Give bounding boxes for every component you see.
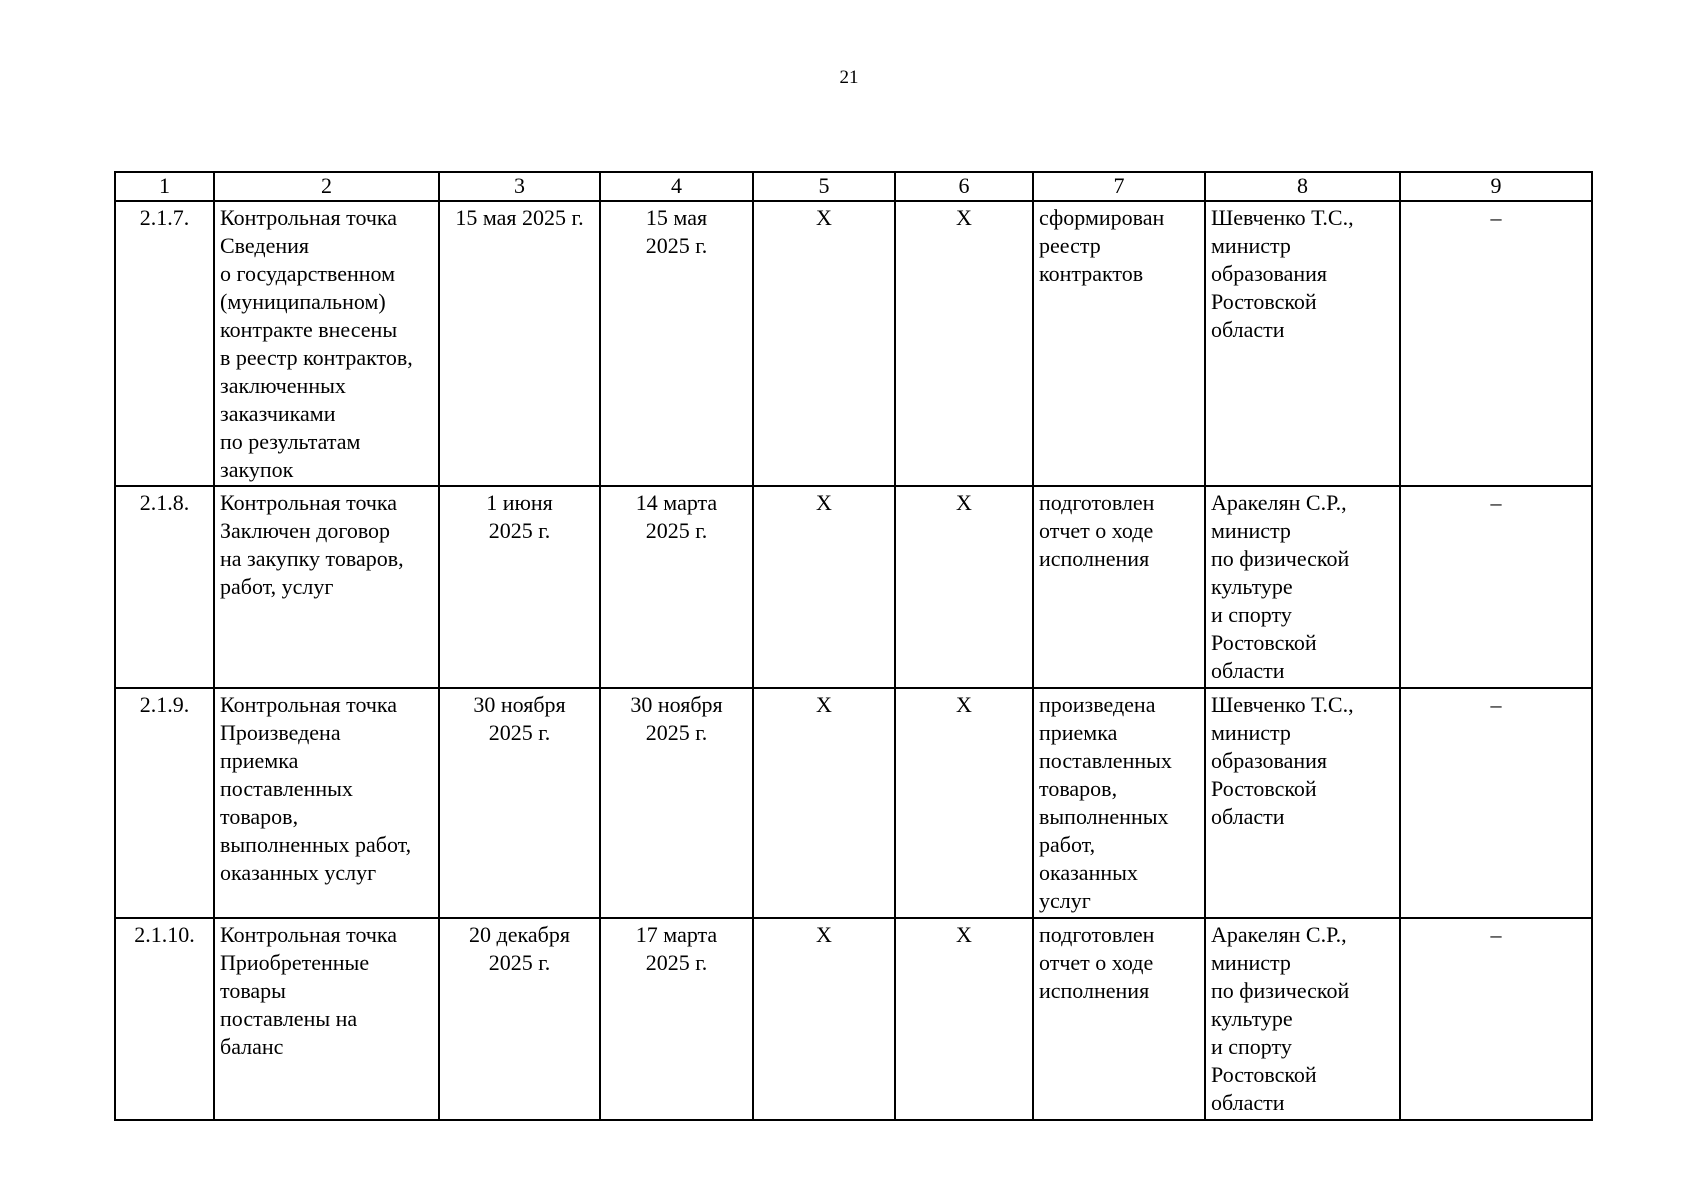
col5-mark: X (753, 688, 895, 918)
table-row (115, 918, 1592, 1120)
end-date: 14 марта 2025 г. (600, 486, 753, 688)
header-col-9: 9 (1400, 172, 1592, 201)
responsible-person: Шевченко Т.С., министр образования Ростовской области (1205, 688, 1400, 918)
header-col-7: 7 (1033, 172, 1205, 201)
header-row (115, 172, 1592, 201)
page-number: 21 (839, 67, 859, 88)
col9-value: – (1400, 688, 1592, 918)
table-row (115, 688, 1592, 918)
responsible-person: Аракелян С.Р., министр по физической культуре и спорту Ростовской области (1205, 918, 1400, 1120)
table-row (115, 486, 1592, 688)
col9-value: – (1400, 486, 1592, 688)
col5-mark: X (753, 918, 895, 1120)
control-point-name: Контрольная точка Заключен договор на закупку товаров, работ, услуг (214, 486, 439, 688)
row-number: 2.1.9. (115, 688, 214, 918)
row-number: 2.1.8. (115, 486, 214, 688)
header-col-2: 2 (214, 172, 439, 201)
control-points-table (114, 171, 1593, 1121)
start-date: 30 ноября 2025 г. (439, 688, 600, 918)
header-col-1: 1 (115, 172, 214, 201)
col6-mark: X (895, 688, 1033, 918)
control-point-name: Контрольная точка Произведена приемка поставленных товаров, выполненных работ, оказанных услуг (214, 688, 439, 918)
header-col-4: 4 (600, 172, 753, 201)
table-row (115, 201, 1592, 486)
end-date: 17 марта 2025 г. (600, 918, 753, 1120)
control-point-name: Контрольная точка Сведения о государственном (муниципальном) контракте внесены в реестр контрактов, заключенных заказчиками по результатам закупок (214, 201, 439, 486)
header-col-3: 3 (439, 172, 600, 201)
responsible-person: Аракелян С.Р., министр по физической культуре и спорту Ростовской области (1205, 486, 1400, 688)
start-date: 20 декабря 2025 г. (439, 918, 600, 1120)
col6-mark: X (895, 486, 1033, 688)
col6-mark: X (895, 918, 1033, 1120)
start-date: 1 июня 2025 г. (439, 486, 600, 688)
col9-value: – (1400, 918, 1592, 1120)
row-number: 2.1.10. (115, 918, 214, 1120)
end-date: 15 мая 2025 г. (600, 201, 753, 486)
control-point-name: Контрольная точка Приобретенные товары поставлены на баланс (214, 918, 439, 1120)
col5-mark: X (753, 486, 895, 688)
responsible-person: Шевченко Т.С., министр образования Ростовской области (1205, 201, 1400, 486)
col5-mark: X (753, 201, 895, 486)
header-col-6: 6 (895, 172, 1033, 201)
col6-mark: X (895, 201, 1033, 486)
result-text: подготовлен отчет о ходе исполнения (1033, 486, 1205, 688)
start-date: 15 мая 2025 г. (439, 201, 600, 486)
header-col-5: 5 (753, 172, 895, 201)
result-text: произведена приемка поставленных товаров, выполненных работ, оказанных услуг (1033, 688, 1205, 918)
result-text: сформирован реестр контрактов (1033, 201, 1205, 486)
result-text: подготовлен отчет о ходе исполнения (1033, 918, 1205, 1120)
end-date: 30 ноября 2025 г. (600, 688, 753, 918)
col9-value: – (1400, 201, 1592, 486)
row-number: 2.1.7. (115, 201, 214, 486)
header-col-8: 8 (1205, 172, 1400, 201)
